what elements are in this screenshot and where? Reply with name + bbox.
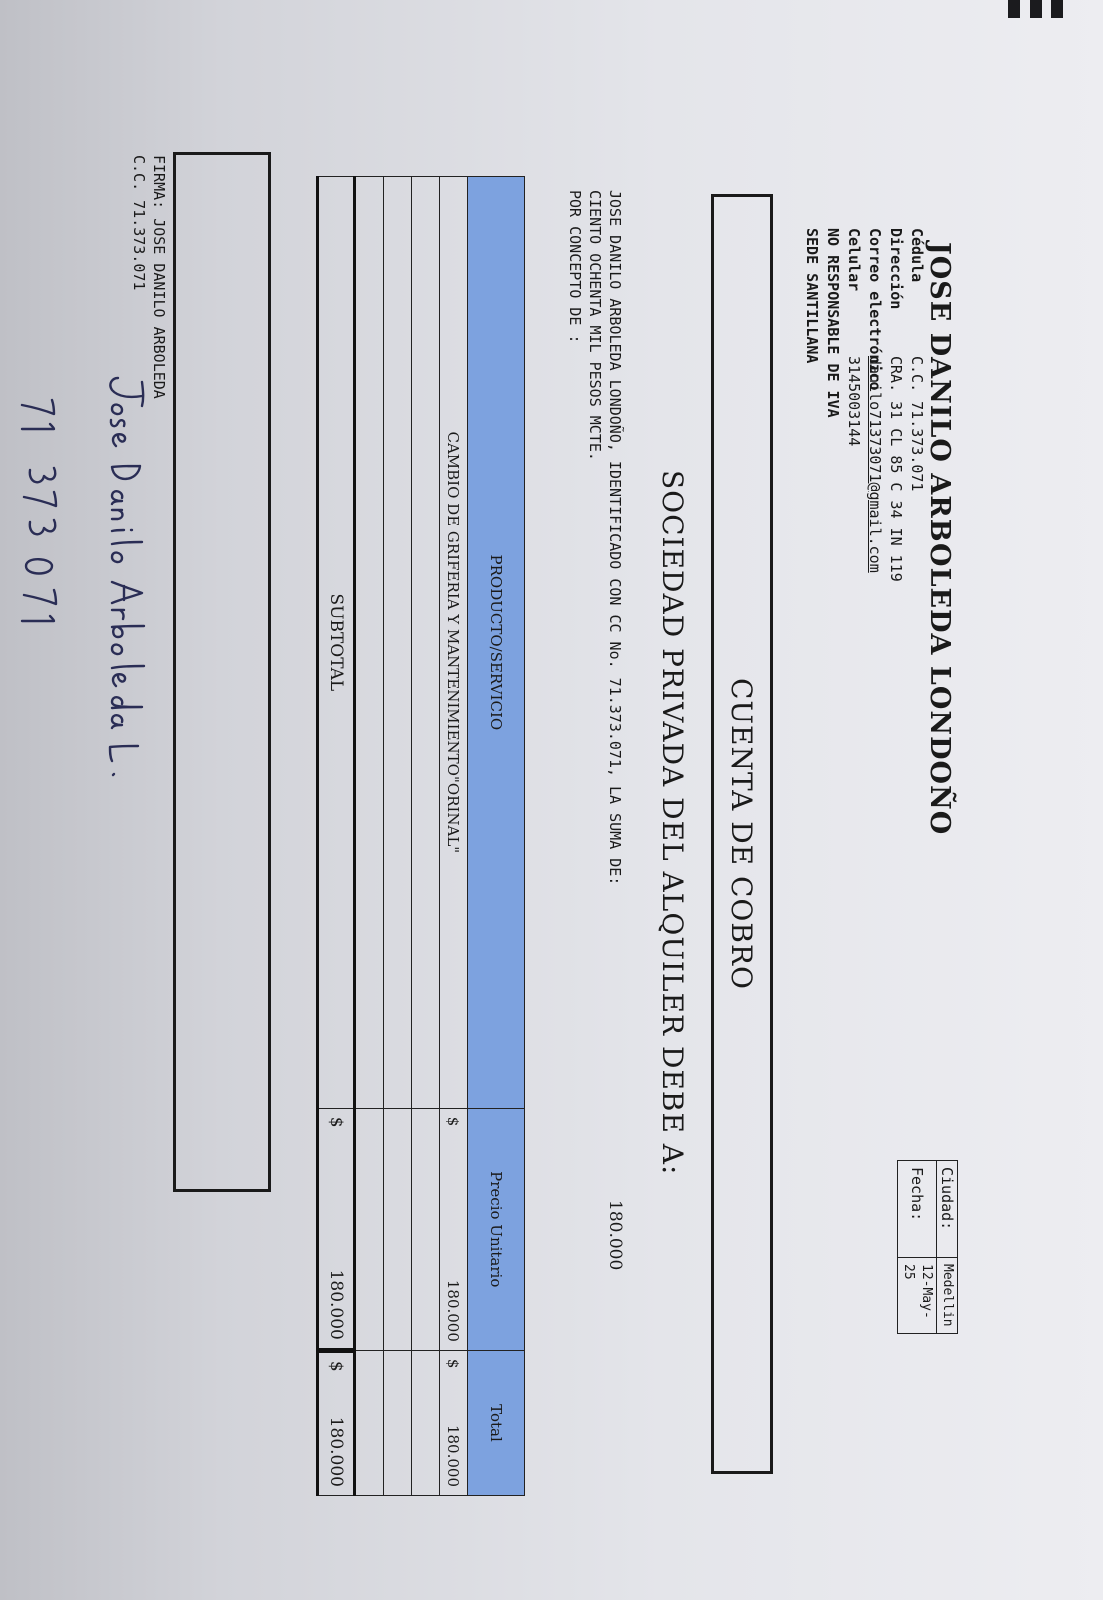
statement-line-1: JOSE DANILO ARBOLEDA LONDOÑO, IDENTIFICADO CON CC No. 71.373.071, LA SUMA DE: xyxy=(606,190,624,886)
table-row-empty xyxy=(384,177,412,1496)
city-row xyxy=(937,1161,958,1334)
items-table xyxy=(316,176,525,1496)
cedula-label: Cédula xyxy=(908,228,926,283)
currency-symbol: $ xyxy=(326,1116,346,1128)
city-label: Ciudad: xyxy=(937,1161,958,1258)
city-value: Medellin xyxy=(937,1258,958,1334)
document-subtitle: SOCIEDAD PRIVADA DEL ALQUILER DEBE A: xyxy=(656,470,689,1176)
email-label: Correo electrónico xyxy=(866,228,884,391)
subtotal-total xyxy=(318,1350,355,1495)
subtotal-unit-value: 180.000 xyxy=(326,1269,346,1340)
table-row-empty xyxy=(355,177,384,1496)
branch-name: SEDE SANTILLANA xyxy=(803,228,821,364)
cedula-value: C.C. 71.373.071 xyxy=(908,356,926,492)
statement-amount: 180.000 xyxy=(605,1200,625,1271)
item-product: CAMBIO DE GRIFERIA Y MANTENIMIENTO"ORINAL" xyxy=(440,177,468,1109)
tax-note: NO RESPONSABLE DE IVA xyxy=(824,228,842,418)
currency-symbol: $ xyxy=(326,1360,346,1372)
subtotal-unit-price xyxy=(318,1108,355,1350)
issuer-name: JOSE DANILO ARBOLEDA LONDOÑO xyxy=(924,242,955,836)
address-value: CRA. 31 CL 85 C 34 IN 119 xyxy=(887,356,905,582)
place-date-table xyxy=(897,1160,958,1334)
phone-row xyxy=(843,228,864,582)
date-row xyxy=(898,1161,937,1334)
total-value: 180.000 xyxy=(444,1424,463,1487)
currency-symbol: $ xyxy=(444,1358,463,1369)
signature-line xyxy=(173,152,176,1192)
email-row xyxy=(864,228,885,582)
signature-firma: FIRMA: JOSE DANILO ARBOLEDA xyxy=(150,155,168,399)
statement-line-3: POR CONCEPTO DE : xyxy=(566,190,584,344)
header-total: Total xyxy=(468,1350,525,1495)
email-link[interactable]: danilo71373071@gmail.com xyxy=(866,356,884,573)
subtotal-label: SUBTOTAL xyxy=(318,177,355,1109)
signature-cc: C.C. 71.373.071 xyxy=(130,155,148,291)
cedula-row xyxy=(906,228,927,582)
subtotal-total-value: 180.000 xyxy=(326,1416,346,1487)
currency-symbol: $ xyxy=(444,1116,463,1127)
header-product: PRODUCTO/SERVICIO xyxy=(468,177,525,1109)
signature-box xyxy=(175,152,271,1192)
subtotal-row xyxy=(318,177,355,1496)
statement-line-2: CIENTO OCHENTA MIL PESOS MCTE. xyxy=(586,190,604,461)
issuer-info xyxy=(801,228,927,582)
statement-text xyxy=(565,190,625,885)
table-row-empty xyxy=(412,177,440,1496)
header-unit-price: Precio Unitario xyxy=(468,1108,525,1350)
branch-row xyxy=(801,228,822,582)
table-header-row xyxy=(468,177,525,1496)
phone-label: Celular xyxy=(845,228,863,292)
unit-price-value: 180.000 xyxy=(444,1279,463,1342)
item-unit-price xyxy=(440,1108,468,1350)
signature-text xyxy=(129,155,169,399)
document-title: CUENTA DE COBRO xyxy=(711,194,773,1474)
table-row xyxy=(440,177,468,1496)
phone-value: 3145003144 xyxy=(845,356,863,447)
handwritten-signature xyxy=(0,370,148,800)
date-label: Fecha: xyxy=(898,1161,937,1258)
address-row xyxy=(885,228,906,582)
tax-note-row xyxy=(822,228,843,582)
date-value: 12-May-25 xyxy=(898,1258,937,1334)
item-total xyxy=(440,1350,468,1495)
address-label: Dirección xyxy=(887,228,905,310)
